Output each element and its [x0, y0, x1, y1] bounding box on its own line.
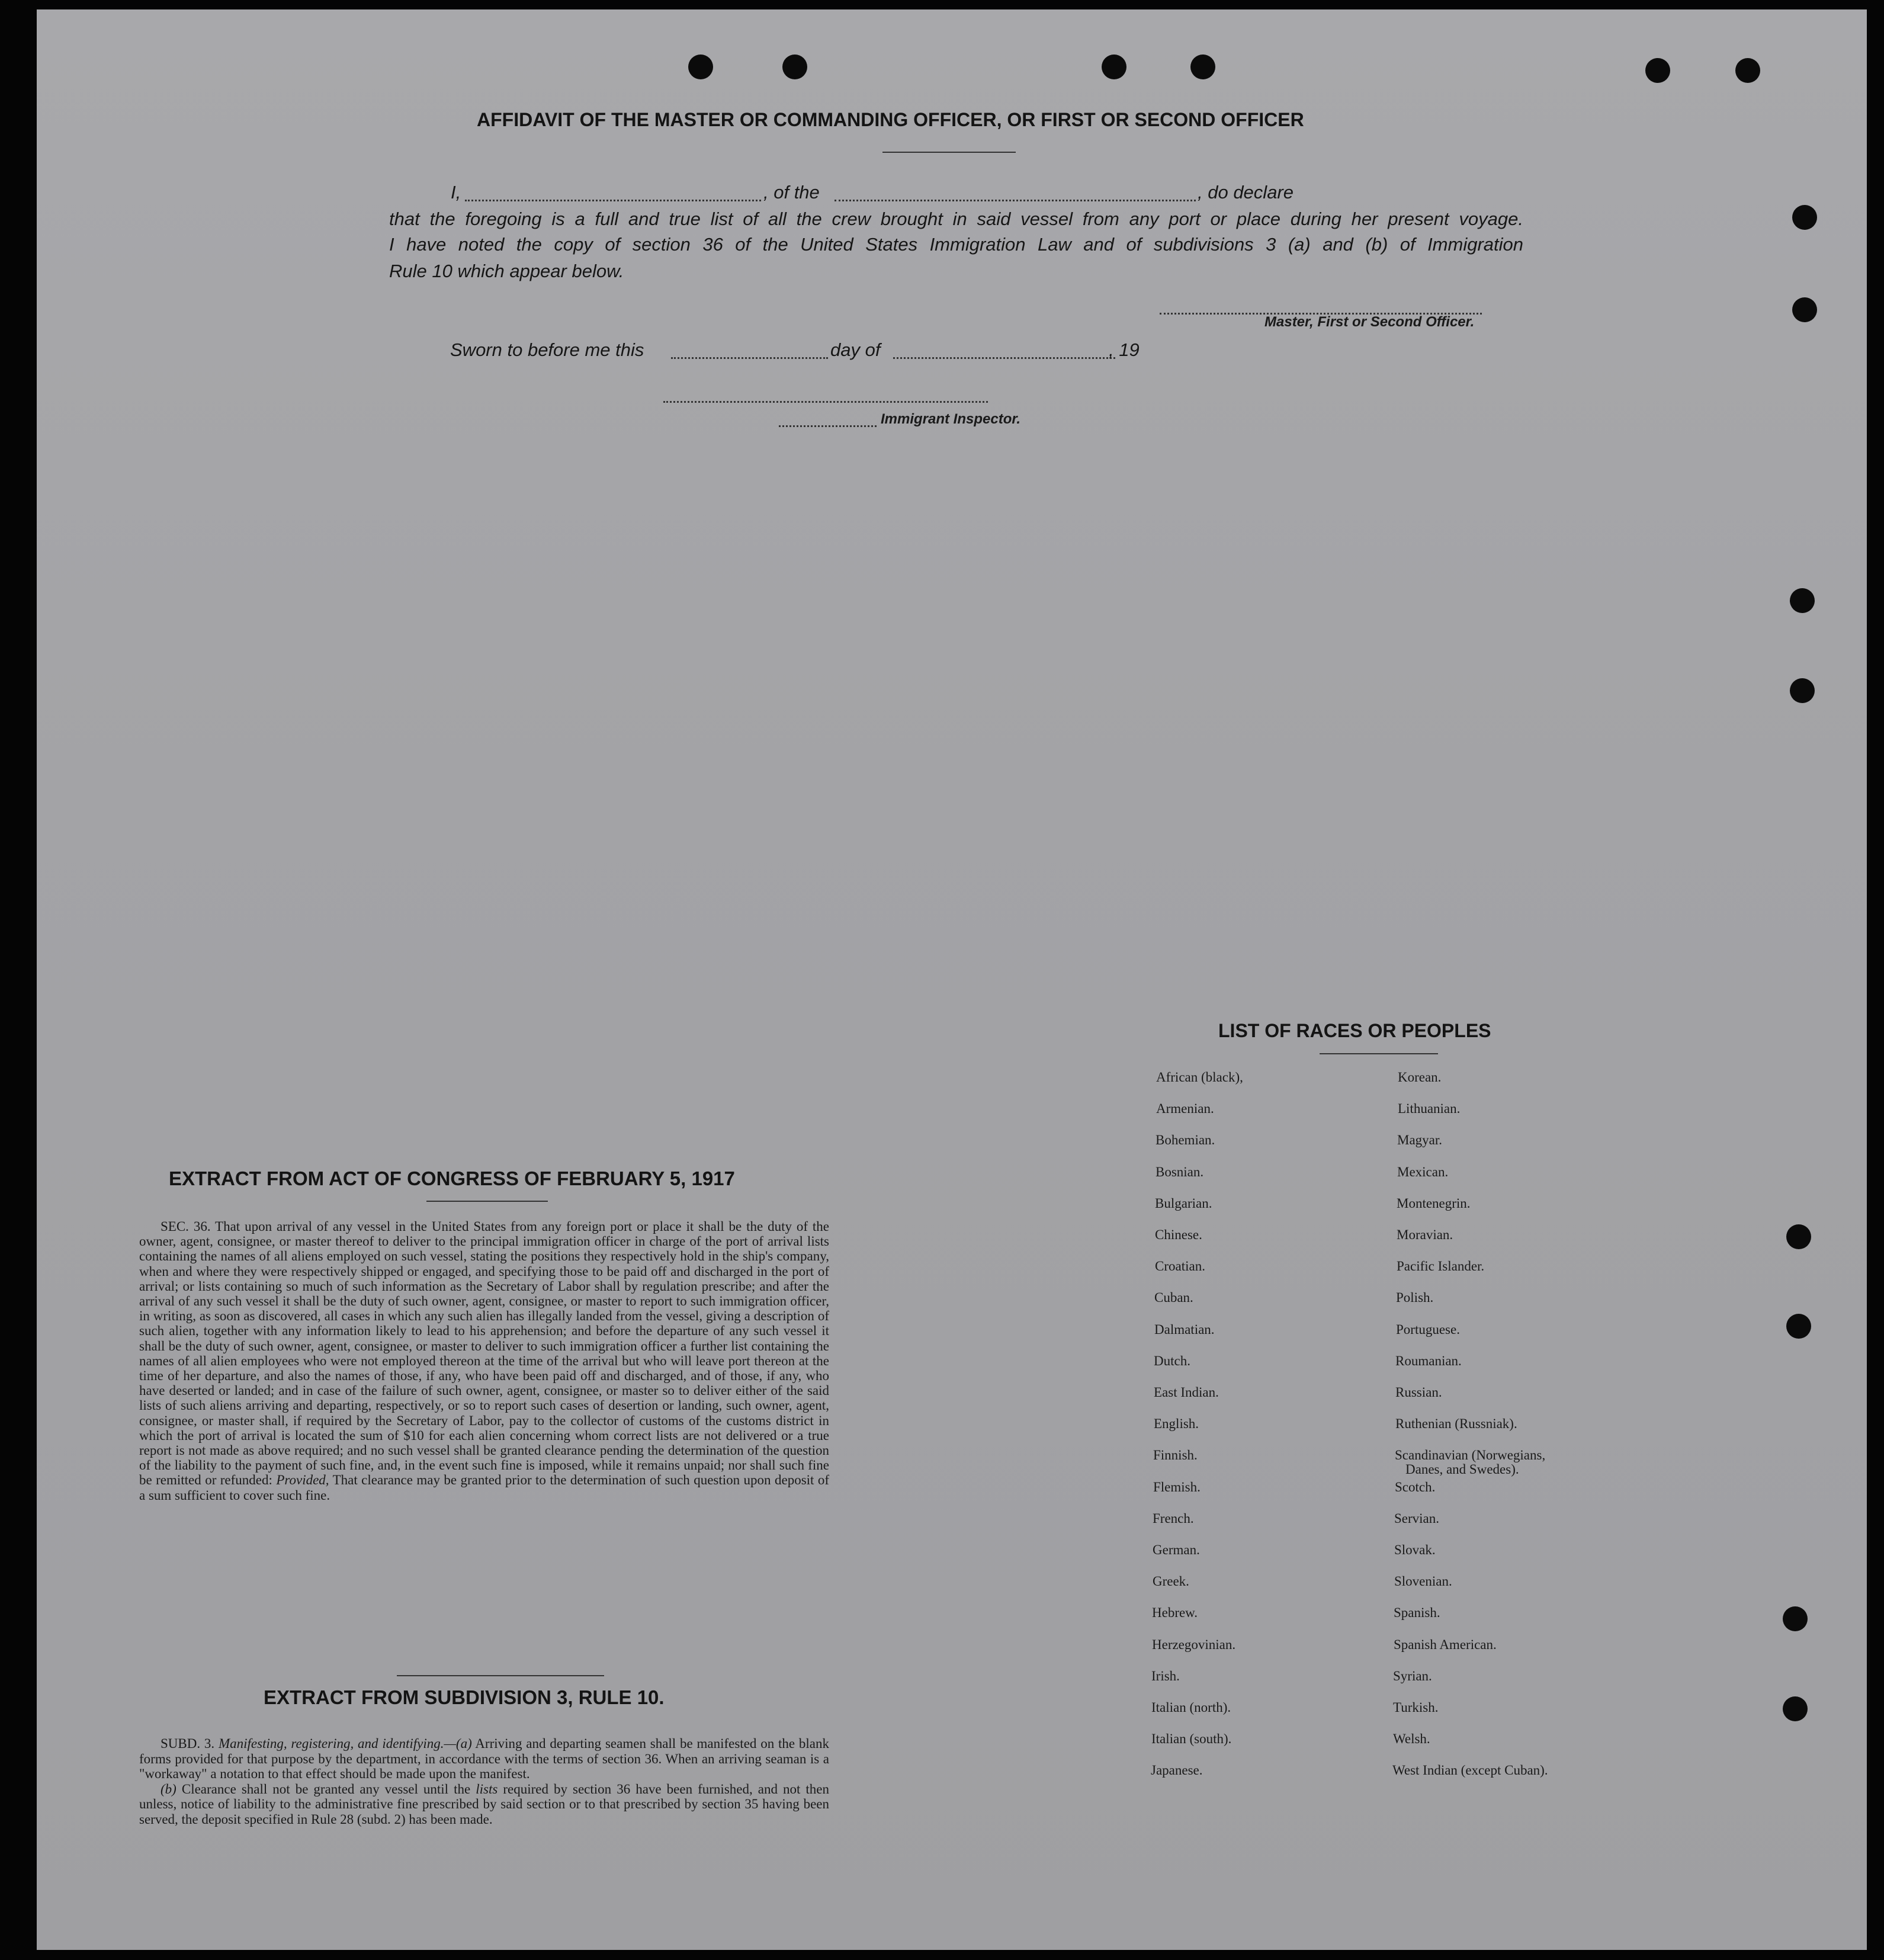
race-entry: Moravian. [1397, 1227, 1453, 1242]
para-b-lists: lists [476, 1781, 498, 1797]
race-entry: Spanish American. [1394, 1637, 1497, 1652]
race-entry: Finnish. [1153, 1448, 1198, 1462]
para-b-label: (b) [161, 1781, 176, 1797]
para-a-text: Arriving and departing seamen shall be manifested on the blank forms provided for that purpose by the department, in accordance with the terms of section 36. When an arriving seaman is a "workaway" a notation to that effect should be made upon the manifest. [139, 1736, 830, 1781]
race-entry: Greek. [1153, 1574, 1189, 1589]
punch-hole [1735, 58, 1760, 83]
race-entry: Magyar. [1397, 1133, 1443, 1147]
race-entry: Turkish. [1393, 1700, 1439, 1715]
race-entry: Montenegrin. [1397, 1196, 1471, 1211]
section-36-body-end: That clearance may be granted prior to the determination of such question upon deposit of a sum sufficient to cover such fine. [139, 1473, 830, 1503]
race-entry: Mexican. [1397, 1165, 1449, 1179]
race-entry: Scotch. [1395, 1480, 1436, 1494]
punch-hole [688, 54, 713, 79]
race-entry: Flemish. [1153, 1480, 1201, 1494]
affidavit-title-rule [882, 152, 1016, 153]
race-entry: Scandinavian (Norwegians, [1395, 1448, 1546, 1462]
race-entry: Pacific Islander. [1397, 1259, 1485, 1273]
race-entry: Korean. [1398, 1070, 1442, 1085]
race-entry: African (black), [1156, 1070, 1243, 1085]
race-entry: Roumanian. [1395, 1353, 1462, 1368]
race-entry: English. [1154, 1416, 1199, 1431]
para-b-text-1: Clearance shall not be granted any vessel until the [181, 1781, 471, 1797]
declarant-prefix: I, [451, 182, 461, 203]
race-entry: Servian. [1394, 1511, 1440, 1526]
race-entry: Italian (south). [1151, 1731, 1232, 1746]
subd-label: SUBD. 3. [161, 1736, 215, 1751]
extract-act-title-rule [426, 1201, 548, 1202]
affidavit-line-4: Rule 10 which appear below. [389, 261, 624, 281]
race-entry: French. [1153, 1511, 1194, 1526]
punch-hole [1786, 1224, 1811, 1249]
race-entry: Irish. [1151, 1669, 1180, 1683]
section-36-body: That upon arrival of any vessel in the United States from any foreign port or place it shall be the duty of the owner, agent, consignee, or master thereof to deliver to the principal immigration officer in charge of the port of arrival lists containing the names of all aliens employed on such vessel, stating the positions they respectively hold in the ship's company, when and where they were respectively shipped or engaged, and specifying those to be paid off and discharged in the port of arrival; or lists containing so much of such information as the Secretary of Labor shall by regulation prescribe; and after the arrival of any such vessel it shall be the duty of such owner, agent, consignee, or master to report to such immigration officer, in writing, as soon as discovered, all cases in which any such alien has illegally landed from the vessel, giving a description of such alien, together with any information likely to lead to his apprehension; and before the departure of any such vessel it shall be the duty of such owner, agent, consignee, or master to deliver to such immigration officer a further list containing the names of all alien employees who were not employed thereon at the time of the arrival but who will leave port thereon at the time of her departure, and also the names of those, if any, who have been paid off and discharged, and of those, if any, who have deserted or landed; and in case of the failure of such owner, agent, consignee, or master so to deliver either of the said lists of such aliens arriving and departing, respectively, or so to report such cases of desertion or landing, such owner, agent, consignee, or master shall, if required by the Secretary of Labor, pay to the collector of customs of the customs district in which the port of arrival is located the sum of $10 for each alien concerning whom correct lists are not delivered or a true report is not made as above required; and no such vessel shall be granted clearance pending the determination of the question of the liability to the payment of such fine, and, in the event such fine is imposed, while it remains unpaid; nor shall such fine be remitted or refunded: [139, 1219, 829, 1488]
vessel-name-blank[interactable] [835, 200, 1196, 201]
subd-title: Manifesting, registering, and identifying. [218, 1736, 444, 1751]
race-entry: Slovak. [1394, 1542, 1436, 1557]
vessel-prefix: , of the [763, 182, 820, 203]
inspector-signature-line-short [779, 425, 877, 427]
punch-hole [782, 54, 807, 79]
race-entry: Dalmatian. [1154, 1322, 1215, 1337]
section-36-label: SEC. 36. [161, 1219, 211, 1234]
race-entry: Herzegovinian. [1152, 1637, 1236, 1652]
sworn-day-of: day of [830, 339, 881, 360]
affidavit-line-3: I have noted the copy of section 36 of the United States Immigration Law and of subdivisions 3 (a) and (b) of Immigration [389, 234, 1523, 255]
inspector-signature-line[interactable] [663, 401, 988, 403]
declarant-name-blank[interactable] [465, 200, 761, 201]
race-entry: Bosnian. [1156, 1165, 1204, 1179]
punch-hole [1786, 1314, 1811, 1339]
sworn-month-blank[interactable] [893, 357, 1115, 359]
race-entry: Bohemian. [1156, 1133, 1215, 1147]
race-entry: Russian. [1395, 1385, 1442, 1400]
extract-rule-title: EXTRACT FROM SUBDIVISION 3, RULE 10. [264, 1686, 665, 1708]
race-entry: Dutch. [1154, 1353, 1190, 1368]
race-entry: West Indian (except Cuban). [1392, 1763, 1548, 1778]
race-entry: Slovenian. [1394, 1574, 1452, 1589]
form-page [37, 9, 1867, 1950]
race-entry: Ruthenian (Russniak). [1395, 1416, 1517, 1431]
punch-hole [1792, 297, 1817, 322]
race-entry: Portuguese. [1396, 1322, 1460, 1337]
race-entry: German. [1153, 1542, 1200, 1557]
race-entry: East Indian. [1154, 1385, 1219, 1400]
race-entry: Armenian. [1156, 1101, 1214, 1116]
affidavit-line-2: that the foregoing is a full and true list of all the crew brought in said vessel from any port or place during her present voyage. [389, 208, 1523, 229]
punch-hole [1783, 1606, 1808, 1631]
provided-label: Provided, [276, 1473, 329, 1488]
race-entry: Hebrew. [1152, 1605, 1198, 1620]
race-entry: Polish. [1396, 1290, 1434, 1305]
punch-hole [1102, 54, 1126, 79]
affidavit-title: AFFIDAVIT OF THE MASTER OR COMMANDING OFFICER, OR FIRST OR SECOND OFFICER [477, 109, 1304, 130]
para-a-label: —(a) [444, 1736, 472, 1751]
race-entry: Japanese. [1151, 1763, 1203, 1778]
sworn-prefix: Sworn to before me this [450, 339, 644, 360]
race-entry: Bulgarian. [1155, 1196, 1212, 1211]
races-title: LIST OF RACES OR PEOPLES [1218, 1020, 1491, 1041]
punch-hole [1790, 588, 1815, 613]
race-entry: Cuban. [1154, 1290, 1193, 1305]
race-entry: Spanish. [1394, 1605, 1440, 1620]
race-entry: Welsh. [1393, 1731, 1430, 1746]
race-entry: Lithuanian. [1398, 1101, 1461, 1116]
sworn-day-blank[interactable] [671, 357, 828, 359]
race-entry: Chinese. [1155, 1227, 1202, 1242]
extract-divider [397, 1675, 604, 1676]
declare-text: , do declare [1198, 182, 1294, 203]
race-entry: Italian (north). [1151, 1700, 1231, 1715]
race-entry: Danes, and Swedes). [1405, 1462, 1519, 1477]
para-b-text-2: required by section 36 have been furnished, and not then unless, notice of liability to the administrative fine prescribed by said section or to that prescribed by section 35 having been served, the deposit specified in Rule 28 (subd. 2) has been made. [139, 1781, 830, 1827]
subdivision-3-text [139, 1736, 829, 1827]
punch-hole [1792, 205, 1817, 230]
races-title-rule [1320, 1053, 1438, 1054]
punch-hole [1190, 54, 1215, 79]
punch-hole [1645, 58, 1670, 83]
punch-hole [1783, 1696, 1808, 1721]
sworn-year: , 19 [1109, 339, 1140, 360]
race-entry: Syrian. [1393, 1669, 1432, 1683]
master-signature-label: Master, First or Second Officer. [1264, 314, 1475, 330]
section-36-text [139, 1219, 829, 1503]
punch-hole [1790, 678, 1815, 703]
race-entry: Croatian. [1155, 1259, 1205, 1273]
extract-act-title: EXTRACT FROM ACT OF CONGRESS OF FEBRUARY 5, 1917 [169, 1167, 735, 1189]
inspector-signature-label: Immigrant Inspector. [881, 411, 1021, 427]
